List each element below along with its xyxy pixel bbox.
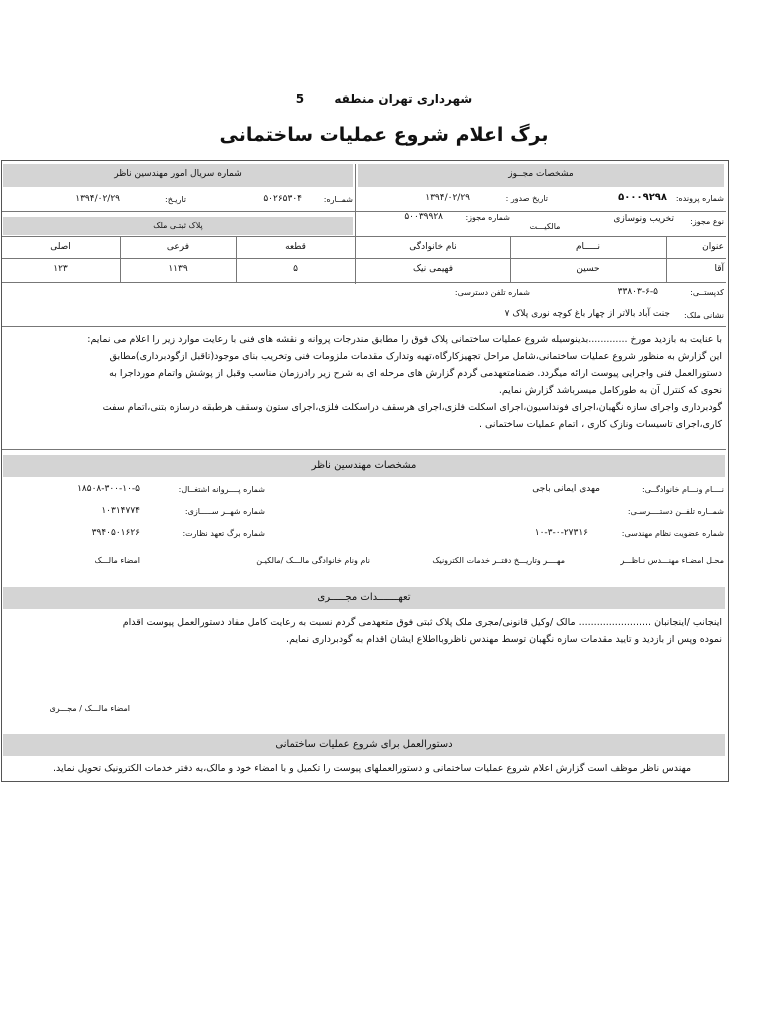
body-line: این گزارش به منظور شروع عملیات ساختمانی،شامل مراحل تجهیزکارگاه،تهیه وتدارک مقدمات ملزومات فنی وتخریب بنای موجود(تاقبل ازگودبرداری)مطابق <box>109 351 722 362</box>
postal-label: کدپستــی: <box>690 288 724 297</box>
file-no-value: ۵۰۰۰۹۲۹۸ <box>618 192 667 203</box>
serial-section-title: شماره سریال امور مهندسین ناظر <box>114 169 242 179</box>
engineer-name-label: نــــام ونـــام خانوادگــی: <box>642 485 724 494</box>
divider-line <box>666 236 667 282</box>
sign-owner-label: امضاء مالـــک <box>94 556 140 565</box>
municipality-name: شهرداری تهران منطقه <box>334 92 473 106</box>
engineer-building-code-label: شماره شهــر ســـــازی: <box>184 507 265 516</box>
permit-section-title: مشخصات مجــوز <box>508 169 574 179</box>
engineer-pledge-label: شماره برگ تعهد نظارت: <box>182 529 265 538</box>
address-label: نشانی ملک: <box>683 311 724 320</box>
serial-number-value: ۵۰۲۶۵۳۰۴ <box>263 194 302 204</box>
divider-line <box>2 449 726 450</box>
engineer-pledge-value: ۳۹۴۰۵۰۱۶۲۶ <box>91 528 140 538</box>
contractor-signature-label: امضاء مالـــک / مجـــری <box>49 704 130 713</box>
plaque-header-sub: فرعی <box>166 242 190 252</box>
divider-line <box>2 282 726 283</box>
divider-line <box>510 236 511 282</box>
body-line: با عنایت به بازدید مورخ .............بدینوسیله شروع عملیات ساختمانی پلاک فوق را مطابق مندرجات پروانه و نقشه های فنی با رعایت موارد زیر را اعلام می نمایم: <box>87 334 722 345</box>
instructions-section-title: دستورالعمل برای شروع عملیات ساختمانی <box>275 739 453 750</box>
engineer-phone-label: شمــاره تلفــن دستــــرسـی: <box>627 507 724 516</box>
commitments-text <box>22 614 722 648</box>
engineer-license-label: شماره پــــروانه اشتغــال: <box>178 485 265 494</box>
commitment-line: نموده وپس از بازدید و تایید مقدمات سازه نگهبان توسط مهندس ناظروبااطلاع ایشان اقدام به گودبرداری نمایم. <box>286 634 722 645</box>
divider-line <box>2 326 726 327</box>
divider-line <box>2 236 726 237</box>
commitments-section-title: تعهـــــــدات مجـــــری <box>317 592 411 603</box>
plaque-header-main: اصلی <box>50 242 71 252</box>
divider-line <box>120 236 121 282</box>
engineer-membership-label: شماره عضویت نظام مهندسی: <box>621 529 724 538</box>
sign-stamp-label: مهــــر وتاریـــخ دفتــر خدمات الکترونیک <box>432 556 565 565</box>
engineer-building-code-value: ۱۰۳۱۴۷۷۴ <box>101 506 140 516</box>
owner-value-family: فهیمی نیک <box>412 264 453 274</box>
engineer-section-title: مشخصات مهندسین ناظر <box>311 460 417 471</box>
top-divider <box>355 164 356 284</box>
sign-owners-label: نام ونام خانوادگی مالـــک /مالکیـن <box>256 556 370 565</box>
divider-line <box>2 258 726 259</box>
plaque-title: پلاک ثبتـی ملک <box>153 221 203 230</box>
plaque-header-part: قطعه <box>285 242 306 252</box>
address-value: جنت آباد بالاتر از چهار باغ کوچه نوری پلاک ۷ <box>504 309 670 319</box>
phone-label: شماره تلفن دسترسی: <box>454 288 530 297</box>
instructions-text: مهندس ناظر موظف است گزارش اعلام شروع عملیات ساختمانی و دستورالعملهای پیوست را تکمیل و با امضاء خود و مالک،به دفتر خدمات الکترونیک تحویل نماید. <box>52 763 692 774</box>
permit-no-label: شماره مجوز: <box>465 213 510 222</box>
permit-type-value: تخریب ونوسازی <box>613 214 674 224</box>
body-line: کاری،اجرای تاسیسات ونازک کاری ، اتمام عملیات ساختمانی . <box>478 419 722 430</box>
sign-engineer-label: محـل امضـاء مهنـــدس نـاظـــر <box>620 556 724 565</box>
owner-value-name: حسین <box>576 264 600 274</box>
owner-header-family: نام خانوادگی <box>409 242 457 252</box>
owner-value-title: آقا <box>714 264 724 274</box>
owner-header-name: نـــــام <box>575 242 600 252</box>
form-title: برگ اعلام شروع عملیات ساختمانی <box>219 124 549 146</box>
ownership-label: مالکیـــت <box>529 222 561 231</box>
body-line: نحوی که کنترل آن به طورکامل میسرباشد گزارش نمایم. <box>498 385 722 396</box>
commitment-line: اینجانب /اینجانبان ........................ مالک /وکیل قانونی/مجری ملک پلاک ثبتی فوق متعهدمی گردم نسبت به رعایت کامل مفاد دستورالعمل پیوست اقدام <box>122 617 722 628</box>
owner-header-title: عنوان <box>702 242 724 252</box>
serial-date-label: تاریـخ: <box>165 195 186 204</box>
plaque-value-sub: ۱۱۳۹ <box>168 264 188 274</box>
issue-date-label: تاریخ صدور : <box>505 194 548 203</box>
body-line: دستورالعمل فنی واجرایی پیوست ارائه میگردد. ضمنامتعهدمی گردم گزارش های مرحله ای به شرح زیر رادرزمان مناسب وقبل از پوشش واتمام مورداجرا به <box>109 368 722 379</box>
permit-no-value: ۵۰۰۳۹۹۲۸ <box>404 212 443 222</box>
body-line: گودبرداری واجرای سازه نگهبان،اجرای فونداسیون،اجرای اسکلت فلزی،اجرای هرسقف دراسکلت فلزی،اجرای ستون وسقف هرطبقه درسازه بتنی،اتمام سفت <box>102 402 722 413</box>
serial-number-label: شمــاره: <box>323 195 353 204</box>
district-number: 5 <box>295 92 305 106</box>
body-paragraph <box>22 331 722 433</box>
serial-date-value: ۱۳۹۴/۰۲/۲۹ <box>75 194 120 204</box>
engineer-name-value: مهدی ایمانی باجی <box>532 484 600 494</box>
plaque-value-part: ۵ <box>293 264 298 274</box>
engineer-license-value: ۱۸۵۰۸-۳۰۰-۱۰-۵ <box>77 484 140 494</box>
issue-date-value: ۱۳۹۴/۰۲/۲۹ <box>425 193 470 203</box>
divider-line <box>2 211 726 212</box>
plaque-value-main: ۱۲۳ <box>53 264 68 274</box>
postal-value: ۳۳۸۰۳-۶-۵ <box>617 287 658 297</box>
permit-type-label: نوع مجوز: <box>690 217 724 226</box>
file-no-label: شماره پرونده: <box>675 194 724 203</box>
municipality-header <box>0 92 768 106</box>
engineer-membership-value: ۱۰-۳-۰-۲۷۳۱۶ <box>534 528 588 538</box>
divider-line <box>236 236 237 282</box>
